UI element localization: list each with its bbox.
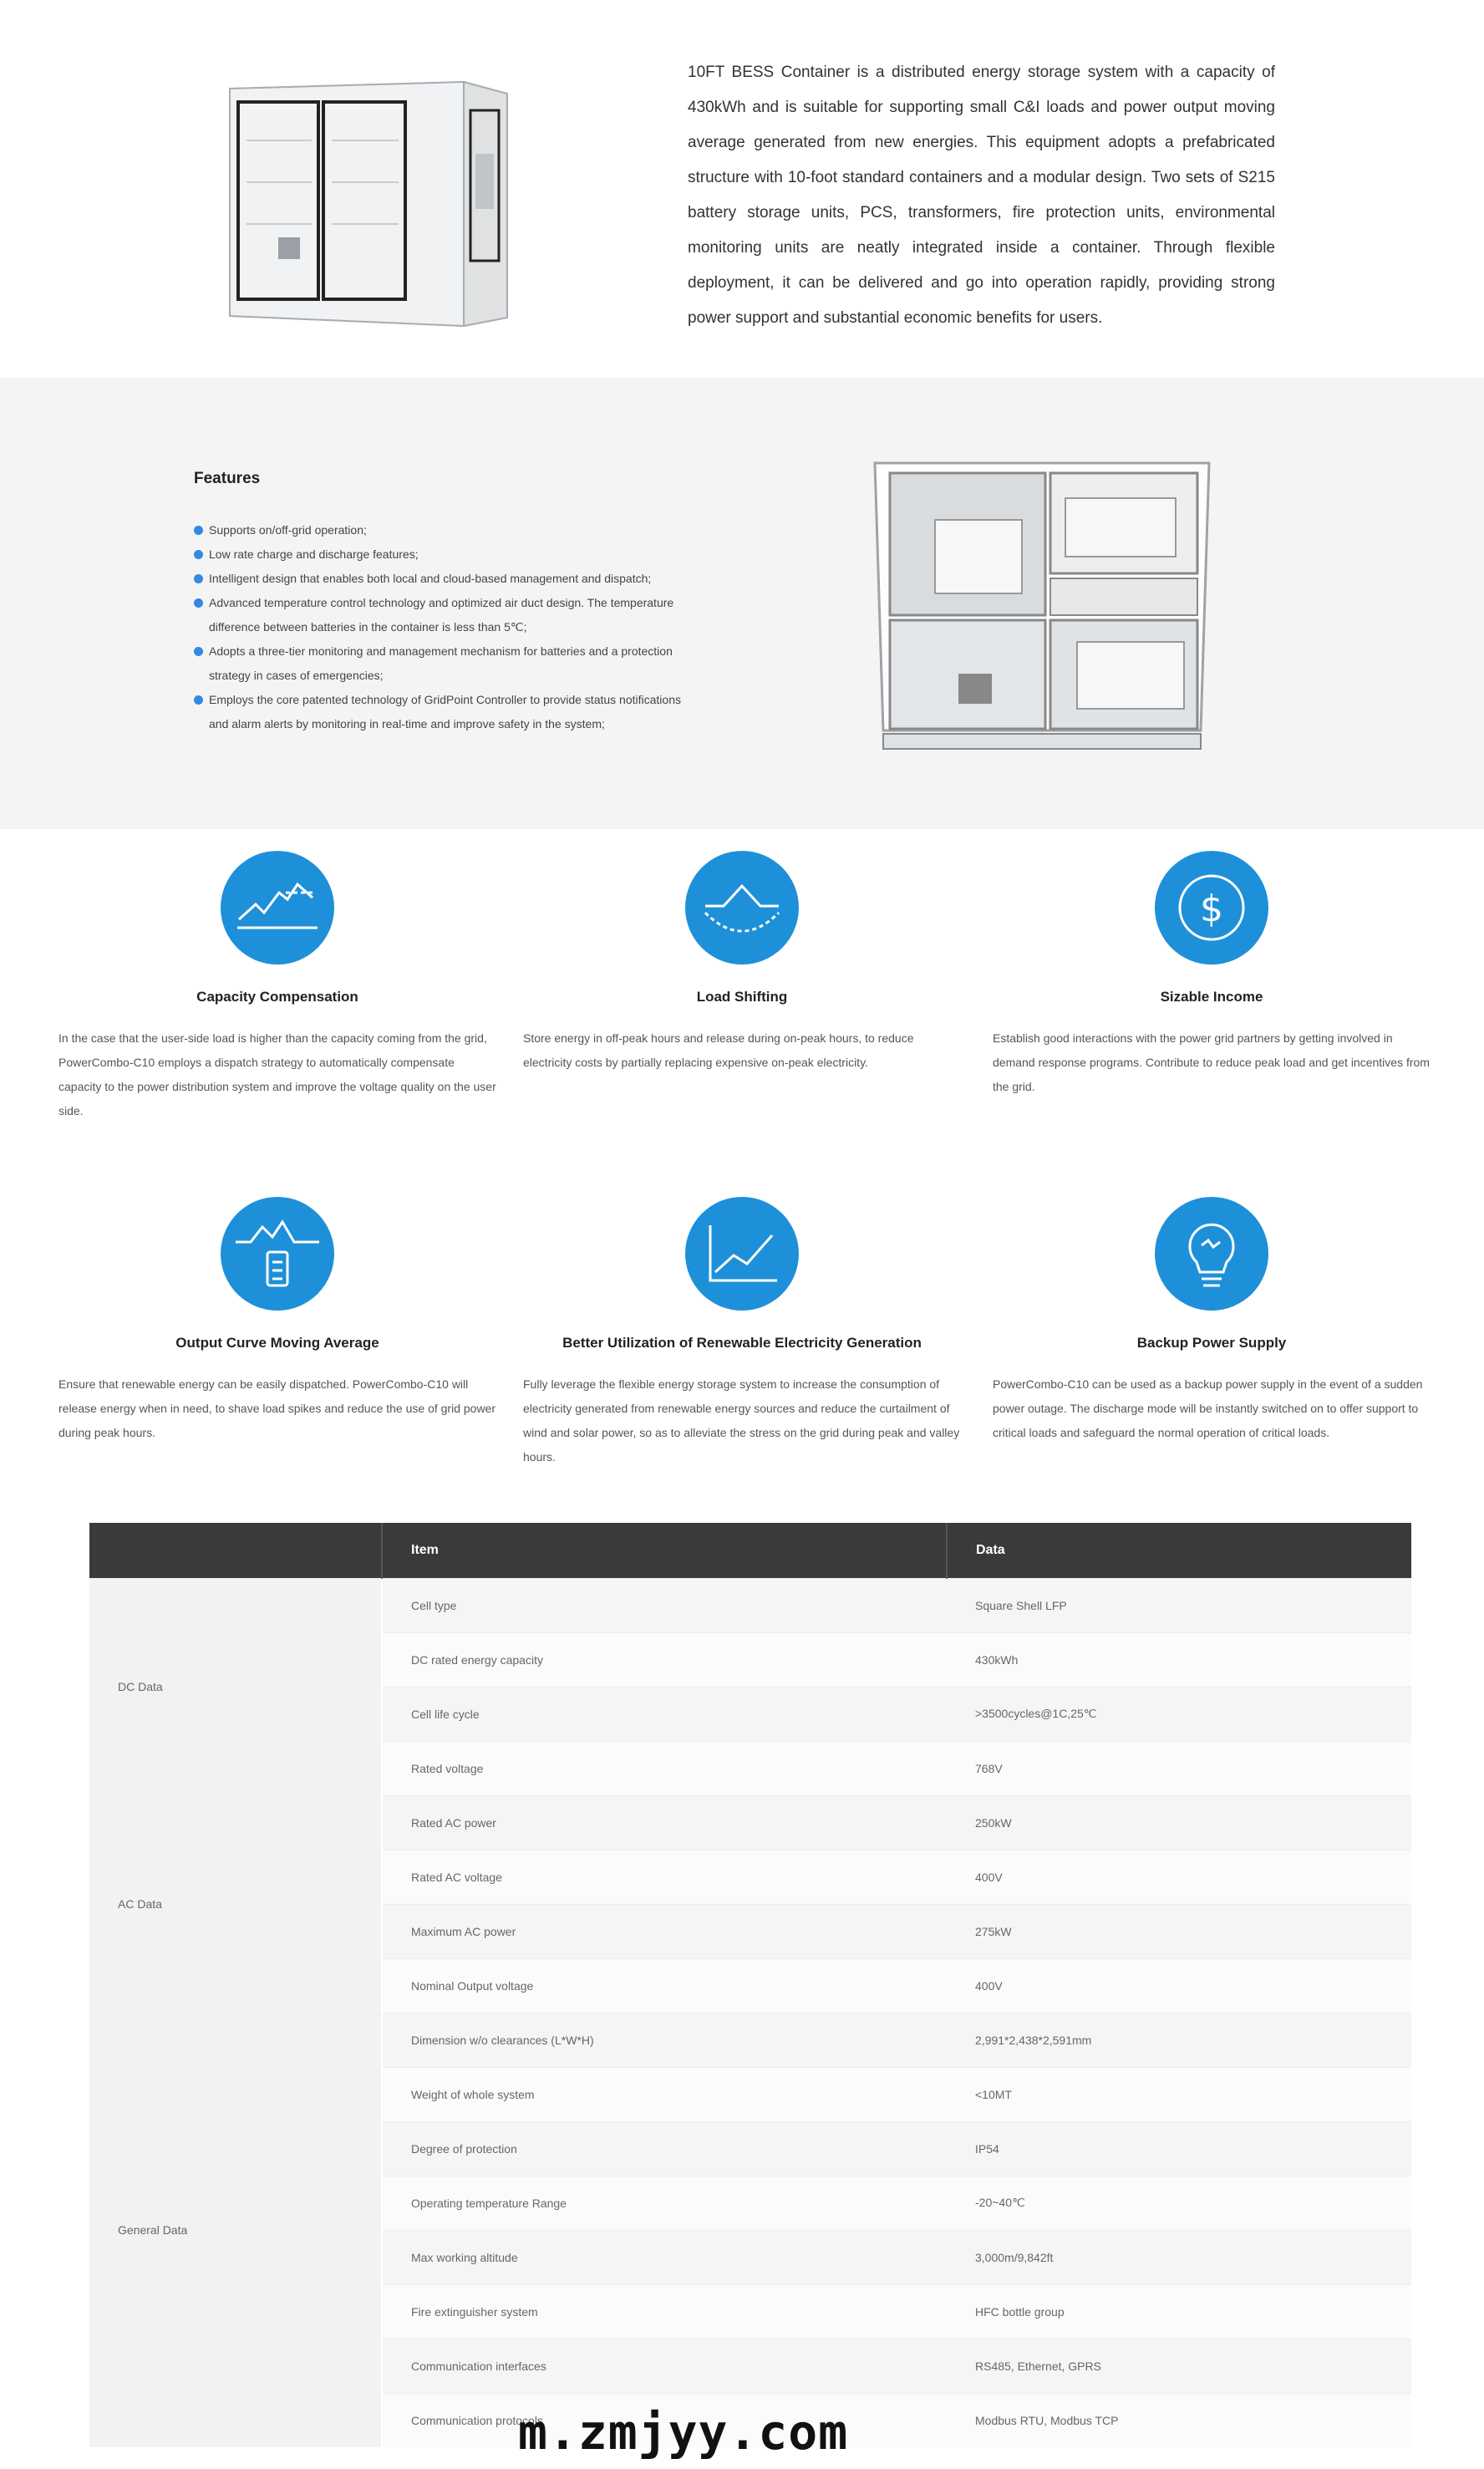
svg-text:$: $ (1200, 888, 1223, 930)
load-shifting-icon (685, 851, 799, 965)
item-cell: Weight of whole system (382, 2067, 947, 2121)
item-cell: Nominal Output voltage (382, 1958, 947, 2013)
table-header-row (89, 1523, 1411, 1578)
data-cell: 400V (947, 1850, 1411, 1904)
group-label-general: General Data (89, 2013, 382, 2447)
data-cell: 2,991*2,438*2,591mm (947, 2013, 1411, 2067)
item-cell: Fire extinguisher system (382, 2284, 947, 2339)
column-header-data: Data (947, 1523, 1411, 1578)
data-cell: -20~40℃ (947, 2176, 1411, 2230)
column-header (89, 1523, 382, 1578)
battery-curve-icon (221, 1197, 334, 1311)
data-cell: IP54 (947, 2121, 1411, 2176)
watermark: m.zmjyy.com (518, 2404, 849, 2461)
item-cell: Dimension w/o clearances (L*W*H) (382, 2013, 947, 2067)
item-cell: Communication interfaces (382, 2339, 947, 2393)
item-cell: Rated voltage (382, 1741, 947, 1795)
data-cell: RS485, Ethernet, GPRS (947, 2339, 1411, 2393)
data-cell: <10MT (947, 2067, 1411, 2121)
item-cell: Communication protocols (382, 2393, 947, 2447)
benefit-title: Load Shifting (696, 989, 788, 1005)
benefit-card-backup-power (986, 1197, 1437, 1445)
feature-item: Employs the core patented technology of GridPoint Controller to provide status notifications and alarm alerts by monitoring in real-time and improve safety in the system; (194, 688, 695, 736)
dollar-icon (1155, 851, 1268, 965)
benefit-text: PowerCombo-C10 can be used as a backup power supply in the event of a sudden power outage. The discharge mode will be instantly switched on to offer support to critical loads and safeguard the normal operation of critical loads. (993, 1377, 1423, 1439)
column-header-item: Item (382, 1523, 947, 1578)
item-cell: Degree of protection (382, 2121, 947, 2176)
benefit-title: Sizable Income (1160, 989, 1263, 1005)
item-cell: Rated AC voltage (382, 1850, 947, 1904)
item-cell: Operating temperature Range (382, 2176, 947, 2230)
container-exterior-image (213, 74, 522, 333)
intro-description: 10FT BESS Container is a distributed energy storage system with a capacity of 430kWh and is suitable for supporting small C&I loads and power output moving average generated from new energies. This equipment adopts a prefabricated structure with 10-foot standard containers and a modular design. Two sets of S215 battery storage units, PCS, transformers, fire protection units, environmental monitoring units are neatly integrated inside a container. Through flexible deployment, it can be delivered and go into operation rapidly, providing strong power support and substantial economic benefits for users. (688, 64, 1275, 327)
container-interior-image (867, 455, 1217, 756)
benefit-text: In the case that the user-side load is higher than the capacity coming from the grid, PowerCombo-C10 employs a dispatch strategy to automatically compensate capacity to the power distribution system and improve the voltage quality on the user side. (58, 1031, 496, 1117)
benefit-card-capacity-compensation (52, 851, 503, 1123)
feature-item: Adopts a three-tier monitoring and management mechanism for batteries and a protection strategy in cases of emergencies; (194, 639, 695, 688)
benefit-text: Establish good interactions with the power grid partners by getting involved in demand response programs. Contribute to reduce peak load and get incentives from the grid. (993, 1031, 1430, 1093)
intro-section (0, 0, 1484, 378)
data-cell: HFC bottle group (947, 2284, 1411, 2339)
features-list (194, 518, 695, 736)
benefit-title: Backup Power Supply (1136, 1335, 1287, 1351)
benefit-card-sizable-income (986, 851, 1437, 1099)
data-cell: 430kWh (947, 1632, 1411, 1687)
benefit-text: Store energy in off-peak hours and release during on-peak hours, to reduce electricity costs by partially replacing expensive on-peak electricity. (523, 1031, 914, 1069)
benefit-card-output-curve (52, 1197, 503, 1445)
table-row (89, 1795, 1411, 1850)
item-cell: DC rated energy capacity (382, 1632, 947, 1687)
feature-item: Low rate charge and discharge features; (194, 542, 695, 567)
benefit-title: Capacity Compensation (196, 989, 358, 1005)
data-cell: Modbus RTU, Modbus TCP (947, 2393, 1411, 2447)
benefit-text: Ensure that renewable energy can be easily dispatched. PowerCombo-C10 will release energy when in need, to shave load spikes and reduce the use of grid power during peak hours. (58, 1377, 496, 1439)
data-cell: >3500cycles@1C,25℃ (947, 1687, 1411, 1741)
table-row (89, 2013, 1411, 2067)
spec-table (89, 1523, 1411, 2447)
capacity-chart-icon (221, 851, 334, 965)
item-cell: Rated AC power (382, 1795, 947, 1850)
data-cell: 275kW (947, 1904, 1411, 1958)
lightbulb-icon (1155, 1197, 1268, 1311)
data-cell: Square Shell LFP (947, 1578, 1411, 1632)
benefit-text: Fully leverage the flexible energy storage system to increase the consumption of electricity generated from renewable energy sources and reduce the curtailment of wind and solar power, so as to alleviate the stress on the grid during peak and valley hours. (523, 1377, 960, 1464)
benefit-title: Better Utilization of Renewable Electricity Generation (562, 1335, 922, 1351)
group-label-ac: AC Data (89, 1795, 382, 2013)
item-cell: Cell life cycle (382, 1687, 947, 1741)
item-cell: Cell type (382, 1578, 947, 1632)
features-title: Features (194, 470, 261, 487)
benefit-card-load-shifting (516, 851, 968, 1075)
benefit-title: Output Curve Moving Average (175, 1335, 379, 1351)
benefit-card-renewable-utilization (516, 1197, 968, 1469)
item-cell: Max working altitude (382, 2230, 947, 2284)
data-cell: 250kW (947, 1795, 1411, 1850)
group-label-dc: DC Data (89, 1578, 382, 1795)
features-section (0, 378, 1484, 829)
item-cell: Maximum AC power (382, 1904, 947, 1958)
feature-item: Advanced temperature control technology and optimized air duct design. The temperature difference between batteries in the container is less than 5℃; (194, 591, 695, 639)
table-row (89, 1578, 1411, 1632)
data-cell: 400V (947, 1958, 1411, 2013)
data-cell: 3,000m/9,842ft (947, 2230, 1411, 2284)
feature-item: Supports on/off-grid operation; (194, 518, 695, 542)
feature-item: Intelligent design that enables both local and cloud-based management and dispatch; (194, 567, 695, 591)
growth-chart-icon (685, 1197, 799, 1311)
data-cell: 768V (947, 1741, 1411, 1795)
